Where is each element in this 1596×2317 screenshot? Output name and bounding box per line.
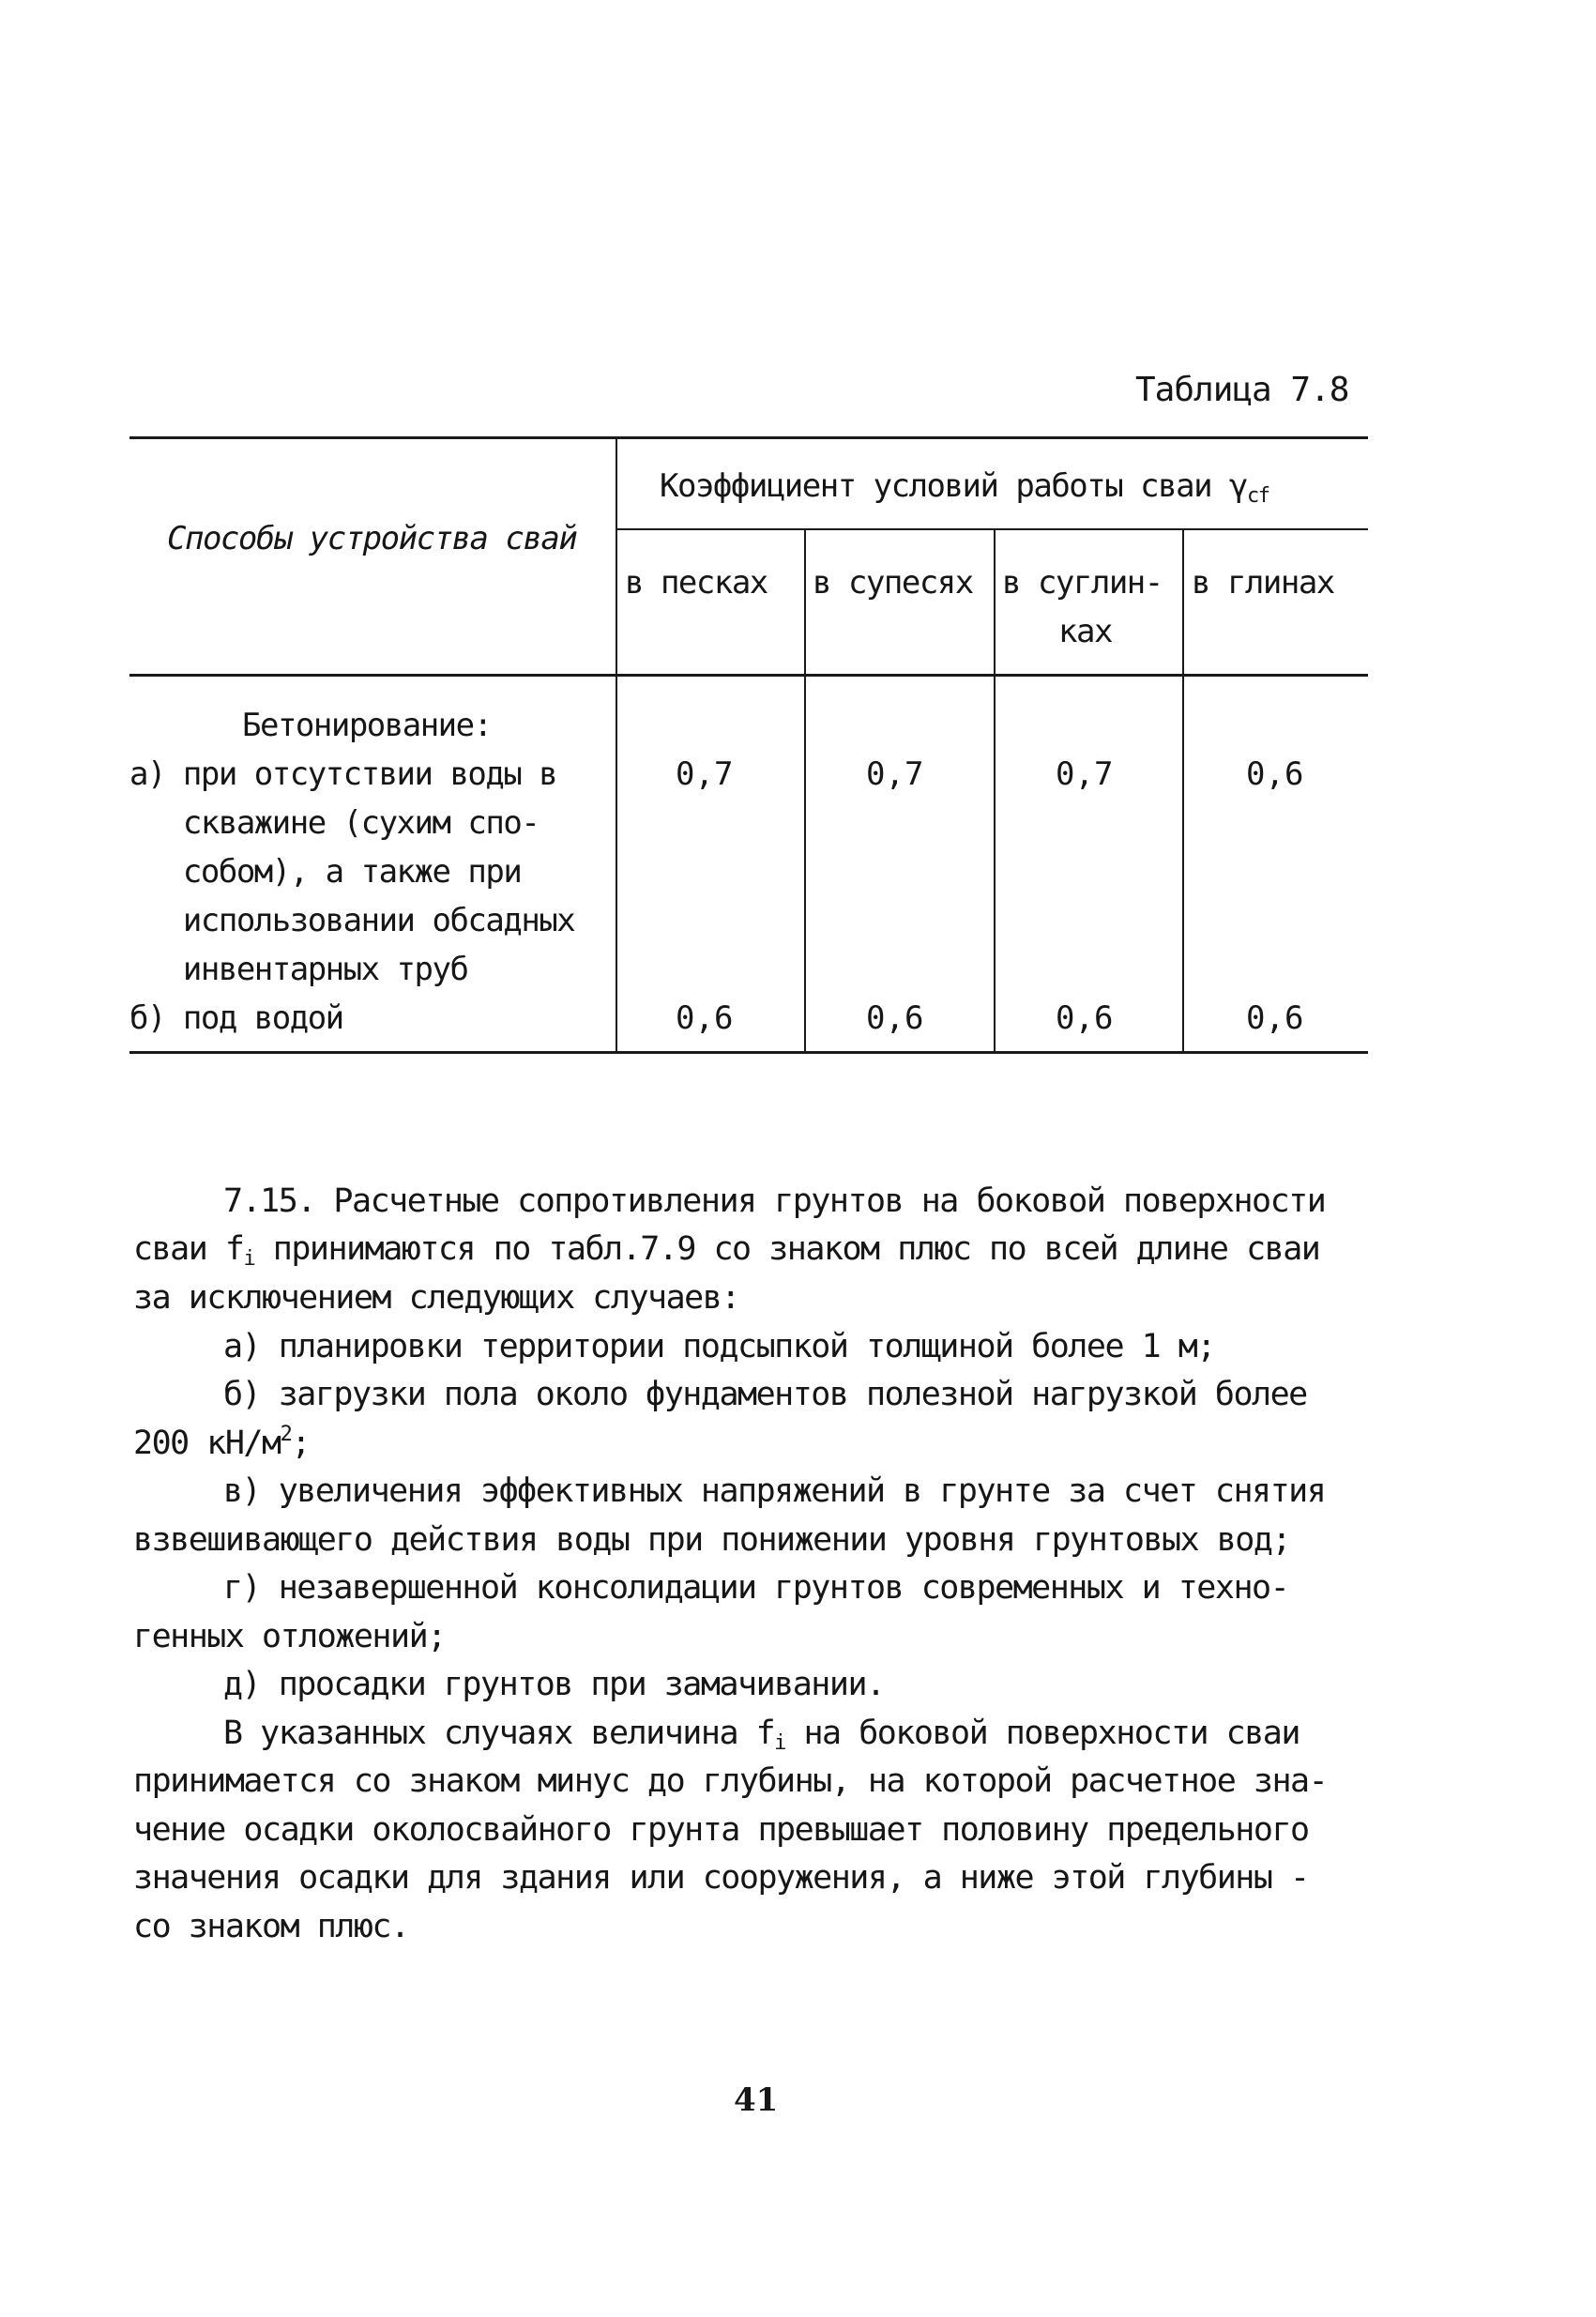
header-col-sands: в песках bbox=[625, 564, 768, 602]
case-b-line-1: б) загрузки пола около фундаментов полезной нагрузкой более bbox=[223, 1376, 1307, 1413]
header-col-loams: в суглин- bbox=[1002, 564, 1163, 602]
row-b-value-clays: 0,6 bbox=[1246, 999, 1304, 1037]
header-col-clays: в глинах bbox=[1192, 564, 1334, 602]
row-a-value-clays: 0,6 bbox=[1246, 755, 1304, 793]
case-b-superscript: 2 bbox=[280, 1423, 292, 1446]
para-2-line-3: чение осадки околосвайного грунта превышает половину предельного bbox=[133, 1811, 1309, 1849]
para-1-line-2-start: сваи f bbox=[133, 1230, 244, 1268]
para-2-line-5: со знаком плюс. bbox=[133, 1908, 409, 1945]
row-a-line-2: скважине (сухим спо- bbox=[129, 804, 540, 842]
row-a-line-4: использовании обсадных bbox=[129, 902, 575, 939]
case-v-line-2: взвешивающего действия воды при понижении уровня грунтовых вод; bbox=[133, 1521, 1291, 1559]
row-a-line-1: а) при отсутствии воды в bbox=[129, 755, 557, 793]
table-top-rule bbox=[129, 436, 1368, 439]
para-2-line-1-end: на боковой поверхности сваи bbox=[784, 1715, 1300, 1752]
table-col-divider-2 bbox=[804, 528, 806, 1053]
row-b-value-loams: 0,6 bbox=[1056, 999, 1114, 1037]
case-d: д) просадки грунтов при замачивании. bbox=[223, 1666, 885, 1703]
row-a-value-sands: 0,7 bbox=[676, 755, 734, 793]
page-number: 41 bbox=[734, 2081, 779, 2119]
row-b-value-sandy-loams: 0,6 bbox=[866, 999, 924, 1037]
row-a-value-sandy-loams: 0,7 bbox=[866, 755, 924, 793]
row-heading-concreting: Бетонирование: bbox=[242, 707, 492, 744]
coefficient-table bbox=[129, 436, 1368, 1060]
table-caption: Таблица 7.8 bbox=[1135, 371, 1349, 409]
table-col-divider-4 bbox=[1182, 528, 1184, 1053]
header-coefficient-subscript: cf bbox=[1247, 484, 1269, 508]
case-v-line-1: в) увеличения эффективных напряжений в грунте за счет снятия bbox=[223, 1472, 1326, 1510]
case-b-line-2 bbox=[133, 1420, 310, 1469]
para-1-subscript: i bbox=[243, 1247, 255, 1271]
para-1-line-3: за исключением следующих случаев: bbox=[133, 1279, 739, 1317]
para-2-subscript: i bbox=[774, 1731, 785, 1755]
case-a: а) планировки территории подсыпкой толщиной более 1 м; bbox=[223, 1328, 1215, 1365]
para-1-line-1: 7.15. Расчетные сопротивления грунтов на боковой поверхности bbox=[223, 1182, 1326, 1220]
para-2-line-4: значения осадки для здания или сооружения, а ниже этой глубины - bbox=[133, 1859, 1309, 1897]
row-b-value-sands: 0,6 bbox=[676, 999, 734, 1037]
para-1-line-2-end: принимаются по табл.7.9 со знаком плюс по всей длине сваи bbox=[254, 1230, 1320, 1268]
para-2-line-1-start: В указанных случаях величина f bbox=[223, 1715, 775, 1752]
para-2-line-2: принимается со знаком минус до глубины, на которой расчетное зна- bbox=[133, 1762, 1328, 1800]
para-1-line-2 bbox=[133, 1226, 1319, 1274]
header-col-sandy-loams: в супесях bbox=[813, 564, 973, 602]
header-col-loams-line2: ках bbox=[1058, 613, 1112, 650]
case-g-line-1: г) незавершенной консолидации грунтов современных и техно- bbox=[223, 1569, 1289, 1607]
header-methods: Способы устройства свай bbox=[167, 520, 577, 557]
case-b-value: 200 кН/м bbox=[133, 1425, 281, 1462]
table-header-divider bbox=[616, 528, 1368, 530]
case-g-line-2: генных отложений; bbox=[133, 1618, 446, 1655]
row-a-line-5: инвентарных труб bbox=[129, 951, 468, 988]
case-b-end: ; bbox=[291, 1425, 310, 1462]
row-b-label: б) под водой bbox=[129, 999, 343, 1037]
header-coefficient bbox=[660, 462, 1269, 511]
row-a-value-loams: 0,7 bbox=[1056, 755, 1114, 793]
table-col-divider-3 bbox=[994, 528, 996, 1053]
para-2-line-1 bbox=[223, 1710, 1300, 1759]
row-a-line-3: собом), а также при bbox=[129, 853, 522, 891]
header-coefficient-text: Коэффициент условий работы сваи γ bbox=[660, 467, 1248, 505]
table-col-divider-1 bbox=[616, 436, 617, 1053]
